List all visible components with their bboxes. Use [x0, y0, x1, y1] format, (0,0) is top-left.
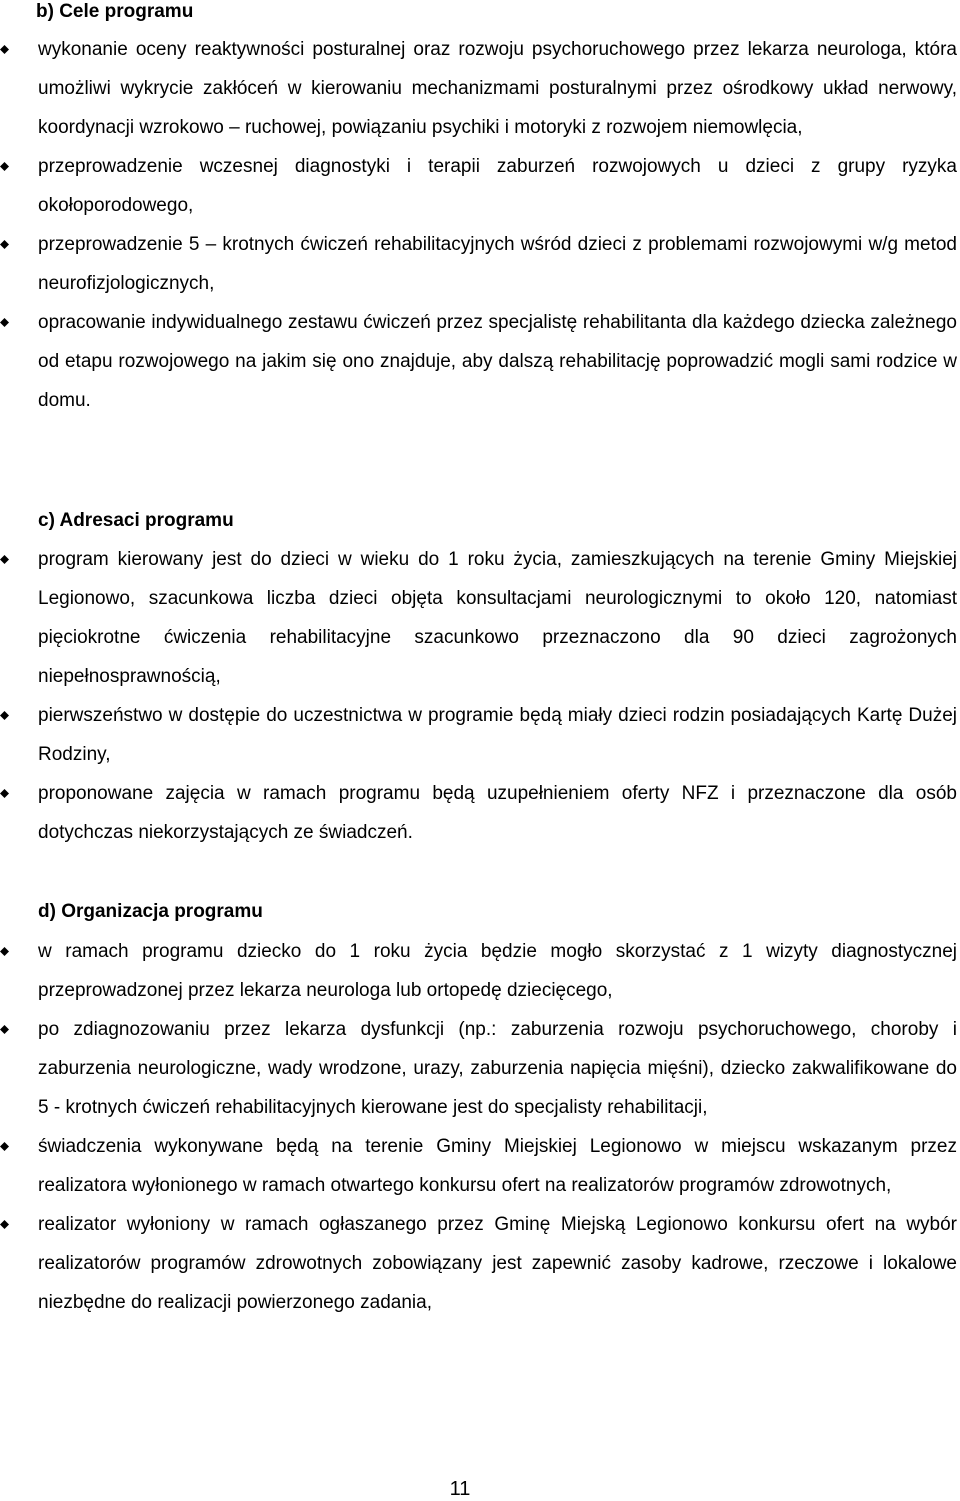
- page-number: 11: [449, 1478, 471, 1500]
- diamond-bullet-icon: [0, 162, 9, 171]
- list-item: [0, 932, 957, 1010]
- list-item: [0, 1127, 957, 1205]
- diamond-bullet-icon: [0, 1025, 9, 1034]
- section-c-heading: c) Adresaci programu: [38, 510, 234, 531]
- section-c-list: [0, 540, 960, 852]
- diamond-bullet-icon: [0, 947, 9, 956]
- list-item-text: przeprowadzenie wczesnej diagnostyki i terapii zaburzeń rozwojowych u dzieci z grupy ryzyka okołoporodowego,: [38, 156, 957, 216]
- list-item-text: pierwszeństwo w dostępie do uczestnictwa w programie będą miały dzieci rodzin posiadających Kartę Dużej Rodziny,: [38, 705, 957, 765]
- list-item: [0, 225, 957, 303]
- list-item-text: w ramach programu dziecko do 1 roku życia będzie mogło skorzystać z 1 wizyty diagnostycznej przeprowadzonej przez lekarza neurologa lub ortopedę dziecięcego,: [38, 941, 957, 1001]
- diamond-bullet-icon: [0, 240, 9, 249]
- section-b-list: [0, 30, 960, 420]
- list-item: [0, 30, 957, 147]
- list-item-text: przeprowadzenie 5 – krotnych ćwiczeń rehabilitacyjnych wśród dzieci z problemami rozwojowymi w/g metod neurofizjologicznych,: [38, 234, 957, 294]
- list-item: [0, 147, 957, 225]
- diamond-bullet-icon: [0, 555, 9, 564]
- section-d-list: [0, 932, 960, 1322]
- list-item-text: opracowanie indywidualnego zestawu ćwiczeń przez specjalistę rehabilitanta dla każdego dziecka zależnego od etapu rozwojowego na jakim się ono znajduje, aby dalszą rehabilitację poprowadzić mogli sami rodzice w domu.: [38, 312, 957, 411]
- list-item: [0, 540, 957, 696]
- list-item: [0, 774, 957, 852]
- list-item: [0, 1205, 957, 1322]
- list-item-text: wykonanie oceny reaktywności posturalnej oraz rozwoju psychoruchowego przez lekarza neurologa, która umożliwi wykrycie zakłóceń w kierowaniu mechanizmami posturalnymi przez ośrodkowy układ nerwowy, koordynacji wzrokowo – ruchowej, powiązaniu psychiki i motoryki z rozwojem niemowlęcia,: [38, 39, 957, 138]
- diamond-bullet-icon: [0, 1142, 9, 1151]
- diamond-bullet-icon: [0, 1220, 9, 1229]
- list-item-text: po zdiagnozowaniu przez lekarza dysfunkcji (np.: zaburzenia rozwoju psychoruchowego, choroby i zaburzenia neurologiczne, wady wrodzone, urazy, zaburzenia napięcia mięśni), dziecko zakwalifikowane do 5 - krotnych ćwiczeń rehabilitacyjnych kierowane jest do specjalisty rehabilitacji,: [38, 1019, 957, 1118]
- diamond-bullet-icon: [0, 318, 9, 327]
- section-d-heading: d) Organizacja programu: [38, 901, 263, 922]
- list-item-text: realizator wyłoniony w ramach ogłaszanego przez Gminę Miejską Legionowo konkursu ofert na wybór realizatorów programów zdrowotnych zobowiązany jest zapewnić zasoby kadrowe, rzeczowe i lokalowe niezbędne do realizacji powierzonego zadania,: [38, 1214, 957, 1313]
- list-item: [0, 303, 957, 420]
- diamond-bullet-icon: [0, 45, 9, 54]
- diamond-bullet-icon: [0, 789, 9, 798]
- list-item-text: program kierowany jest do dzieci w wieku do 1 roku życia, zamieszkujących na terenie Gminy Miejskiej Legionowo, szacunkowa liczba dzieci objęta konsultacjami neurologicznymi to około 120, natomiast pięciokrotne ćwiczenia rehabilitacyjne szacunkowo przeznaczono dla 90 dzieci zagrożonych niepełnosprawnością,: [38, 549, 957, 687]
- list-item: [0, 1010, 957, 1127]
- diamond-bullet-icon: [0, 711, 9, 720]
- list-item: [0, 696, 957, 774]
- section-b-heading: b) Cele programu: [36, 1, 194, 22]
- list-item-text: proponowane zajęcia w ramach programu będą uzupełnieniem oferty NFZ i przeznaczone dla osób dotychczas niekorzystających ze świadczeń.: [38, 783, 957, 843]
- list-item-text: świadczenia wykonywane będą na terenie Gminy Miejskiej Legionowo w miejscu wskazanym przez realizatora wyłonionego w ramach otwartego konkursu ofert na realizatorów programów zdrowotnych,: [38, 1136, 957, 1196]
